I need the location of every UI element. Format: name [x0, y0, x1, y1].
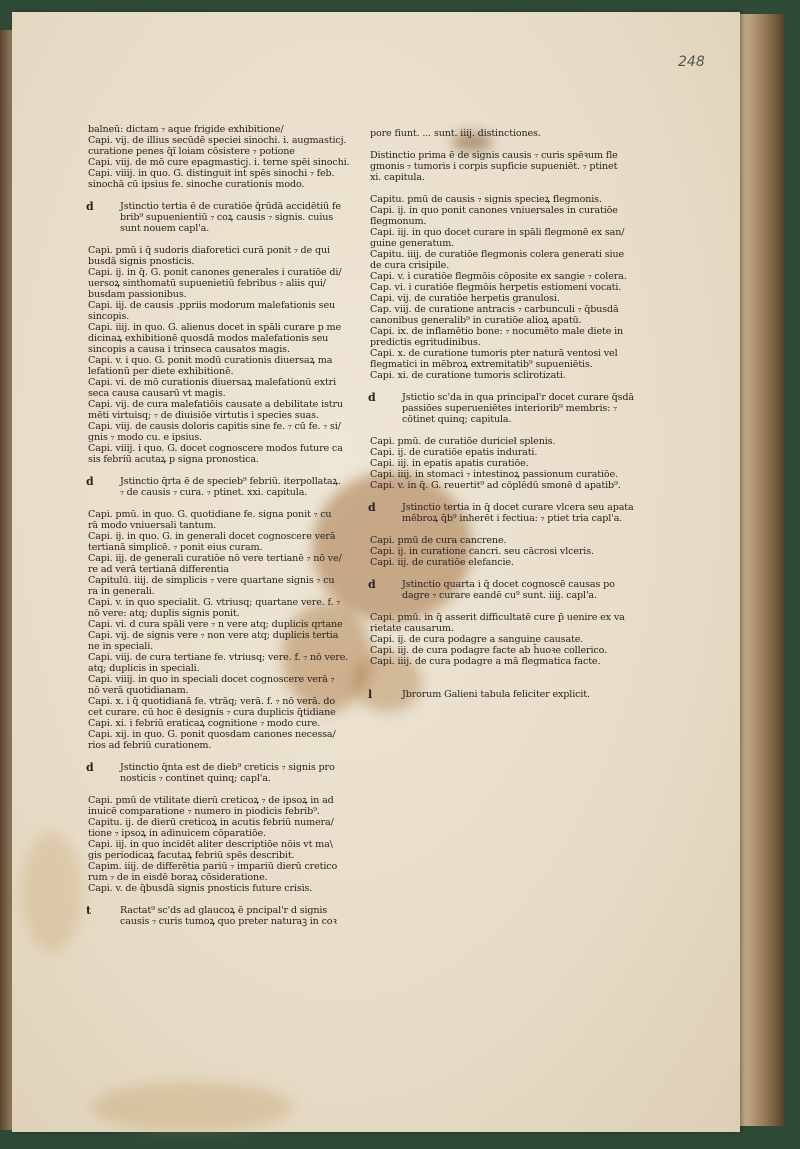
text-line: busdā signis pnosticis.: [88, 256, 195, 267]
text-line: Capi. v. in quo specialit. G. vtriusq; quartane vere. f. ₇: [88, 597, 341, 608]
section-heading: [370, 689, 606, 700]
text-line: guine generatum.: [370, 238, 455, 249]
text-line: gnis ₇ modo cu. e ipsius.: [88, 432, 203, 443]
text-line: Capi. iij. in epatis apatis curatiōe.: [370, 458, 529, 469]
text-line: nō verā quotidianam.: [88, 685, 189, 696]
heading-line: Jstinctio q̄rta ē de specieb⁹ febriū. iterpollataꝝ.: [120, 476, 341, 487]
section-heading: [368, 391, 634, 425]
heading-line: mēbroꝝ q̄b⁹ inherēt i fectiua: ₇ ptiet tria capl'a.: [402, 513, 623, 524]
heading-line: Ractat⁹ sc'ds ad glaucoꝝ ē pncipal'r d signis: [120, 905, 328, 916]
text-line: rum ₇ de in eisdē boraꝝ cōsideratione.: [88, 872, 268, 883]
heading-line: ₇ de causis ₇ cura. ₇ ptinet. xxi. capitula.: [120, 487, 308, 498]
text-line: Capitu. pmū de causis ₇ signis specieꝝ flegmonis.: [370, 194, 602, 205]
spacer: [88, 894, 322, 905]
heading-line: dagre ₇ curare eandē cu⁹ sunt. iiij. capl'a.: [402, 590, 597, 601]
spacer: [88, 234, 322, 245]
text-line: Cap. vi. i curatiōe flegmōis herpetis estiomeni vocati.: [370, 282, 622, 293]
text-line: sinochā cū ipsius fe. sinoche curationis modo.: [88, 179, 305, 190]
spacer: [370, 601, 606, 612]
section-heading: [368, 501, 634, 524]
text-line: flegmatici in mēbroꝝ extremitatib⁹ supueniētis.: [370, 359, 593, 370]
text-line: de cura crisipile.: [370, 260, 450, 271]
text-line: Capi. pmū de cura cancrene.: [370, 535, 507, 546]
text-line: Capi. v. i quo. G. ponit modū curationis diuersaꝝ ma: [88, 355, 333, 366]
spacer: [370, 568, 606, 579]
text-line: tione ₇ ipsoꝝ in adinuicem cōparatiōe.: [88, 828, 266, 839]
heading-line: sunt nouem capl'a.: [120, 223, 210, 234]
text-line: balneū: dictam ₇ aque frigide exhibitione/: [88, 124, 284, 135]
guide-letter: d: [368, 501, 376, 514]
right-text-column: [368, 128, 634, 701]
guide-letter: d: [368, 578, 376, 591]
text-line: Capi. iij. de generali curatiōe nō vere tertianē ₇ nō ve/: [88, 553, 342, 564]
heading-line: Jstinctio quarta i q̄ docet cognoscē causas po: [402, 579, 615, 590]
text-line: Capi. vij. de cura malefatiōis causate a debilitate istru: [88, 399, 343, 410]
text-line: atq; duplicis in speciali.: [88, 663, 200, 674]
heading-line: passiōes superueniētes interiorib⁹ membris: ₇: [402, 403, 617, 414]
spacer: [370, 139, 606, 150]
section-heading: [86, 200, 341, 234]
text-line: Capi. xi. de curatione tumoris sclirotizati.: [370, 370, 566, 381]
text-line: Capi. viij. de cura tertiane fe. vtriusq; vere. f. ₇ nō vere.: [88, 652, 349, 663]
text-line: busdam passionibus.: [88, 289, 187, 300]
text-line: Capi. pmū i q̄ sudoris diaforetici curā ponit ₇ de qui: [88, 245, 330, 256]
text-line: ra in generali.: [88, 586, 155, 597]
text-line: Capi. v. de q̄busdā signis pnosticis future crisis.: [88, 883, 313, 894]
text-line: gis periodicaꝝ facutaꝝ febriū spēs describit.: [88, 850, 295, 861]
spacer: [370, 667, 606, 678]
guide-letter: t: [86, 904, 91, 917]
text-line: Capi. viiij. in quo in speciali docet cognoscere verā ₇: [88, 674, 335, 685]
text-line: Capitulū. iiij. de simplicis ₇ vere quartane signis ₇ cu: [88, 575, 335, 586]
text-line: Capi. vij. de signis vere ₇ non vere atq; duplicis tertia: [88, 630, 339, 641]
section-heading: [86, 761, 335, 784]
text-line: Capi. viij. de causis doloris capitis sine fe. ₇ cū fe. ₇ si/: [88, 421, 341, 432]
text-line: ne in speciali.: [88, 641, 154, 652]
guide-letter: d: [368, 391, 376, 404]
text-line: Capi. vi. d cura spāli vere ₇ n vere atq; duplicis qrtane: [88, 619, 343, 630]
text-line: Capi. vij. de illius secūdē speciei sinochi. i. augmasticj.: [88, 135, 347, 146]
text-line: Cap. viij. de curatione antracis ₇ carbunculi ₇ q̄busdā: [370, 304, 619, 315]
heading-line: Jstinctio tertia in q̄ docet curare vlcera seu apata: [402, 502, 634, 513]
text-line: Capi. ij. in quo. G. in generali docet cognoscere verā: [88, 531, 336, 542]
text-line: flegmonum.: [370, 216, 427, 227]
guide-letter: d: [86, 200, 94, 213]
text-line: Capi. pmū. in quo. G. quotidiane fe. signa ponit ₇ cu: [88, 509, 332, 520]
text-line: Capi. iiij. de cura podagre a mā flegmatica facte.: [370, 656, 601, 667]
spacer: [88, 784, 322, 795]
text-line: Capi. viiij. in quo. G. distinguit int̄ spēs sinochi ₇ feb.: [88, 168, 335, 179]
text-line: Capi. pmū. de curatiōe duricieł splenis.: [370, 436, 556, 447]
spacer: [370, 425, 606, 436]
spacer: [370, 183, 606, 194]
text-line: Capi. iij. de curatiōe elefancie.: [370, 557, 514, 568]
text-line: Capi. v. in q̄. G. reuertit⁹ ad cōplēdū smonē d apatib⁹.: [370, 480, 621, 491]
spacer: [88, 190, 322, 201]
text-line: sincopis.: [88, 311, 130, 322]
text-line: dicinaꝝ exhibitionē quosdā modos malefationis seu: [88, 333, 329, 344]
heading-line: Jbrorum Galieni tabula feliciter explicit.: [402, 689, 590, 700]
text-line: Capi. ix. de inflamētio bone: ₇ nocumēto male diete in: [370, 326, 624, 337]
spacer: [88, 751, 322, 762]
text-line: Capi. iij. de cura podagre facte ab h̄uoꝛe collerico.: [370, 645, 607, 656]
text-line: rietate causarum.: [370, 623, 454, 634]
text-line: Capim. iiij. de differētia pariū ₇ impariū dierū cretico: [88, 861, 338, 872]
heading-line: cōtinet quinq; capitula.: [402, 414, 512, 425]
text-line: Capi. ij. in curatione cancri. seu cācrosi vlceris.: [370, 546, 594, 557]
text-line: tertianā simplicē. ₇ ponit eius curam.: [88, 542, 263, 553]
text-line: inuicē comparatione ₇ numero in piodicis febrib⁹.: [88, 806, 320, 817]
text-line: rā modo vniuersali tantum.: [88, 520, 217, 531]
text-line: pore fiunt. ... sunt. iiij. distinctiones.: [370, 128, 541, 139]
text-line: Capi. iij. in quo docet curare in spāli flegmonē ex san/: [370, 227, 625, 238]
text-line: Capi. x. i q̄ quotidianā fe. vtrāq; verā. f. ₇ nō verā. do: [88, 696, 335, 707]
spacer: [370, 678, 606, 689]
heading-line: brib⁹ supuenientiū ₇ coꝝ causis ₇ signis. cuius: [120, 212, 334, 223]
text-line: lefationū per diete exhibitionē.: [88, 366, 234, 377]
heading-line: Jstinctio tertia ē de curatiōe q̄rūdā accidētiū fe: [120, 201, 341, 212]
text-line: gmonis ₇ tumoris i corpis supficie supueniēt. ₇ ptinet: [370, 161, 618, 172]
text-line: seca causa causarū vt magis.: [88, 388, 226, 399]
spacer: [88, 498, 322, 509]
text-line: Capi. pmū. in q̄ asserit difficultatē cure p̄ uenire ex va: [370, 612, 625, 623]
guide-letter: l: [368, 688, 373, 701]
text-line: Capi. xij. in quo. G. ponit quosdam canones necessa/: [88, 729, 336, 740]
section-heading: [86, 904, 337, 927]
text-line: Distinctio prima ē de signis causis ₇ curis spēꝛum fle: [370, 150, 618, 161]
text-line: sincopis a causa i trinseca causatos magis.: [88, 344, 290, 355]
text-line: Capi. iiij. in stomaci ₇ intestinoꝝ passionum curatiōe.: [370, 469, 618, 480]
text-line: nō vere: atq; duplis signis ponit.: [88, 608, 240, 619]
heading-line: Jstictio sc'da in qua principal'r docet curare q̄sdā: [402, 392, 634, 403]
text-line: Capi. ij. de curatiōe epatis indurati.: [370, 447, 538, 458]
text-line: Capi. v. i curatiōe flegmōis cōposite ex sangie ₇ colera.: [370, 271, 627, 282]
spacer: [370, 524, 606, 535]
text-line: predictis egritudinibus.: [370, 337, 481, 348]
text-line: mēti virtuisq; ₇ de diuisiōe virtutis i species suas.: [88, 410, 319, 421]
guide-letter: d: [86, 761, 94, 774]
section-heading: [368, 578, 615, 601]
heading-line: Jstinctio q̄nta est de dieb⁹ creticis ₇ signis pro: [120, 762, 335, 773]
stain-bottom: [92, 1082, 292, 1132]
text-line: Capitu. iiij. de curatiōe flegmonis colera generati siue: [370, 249, 625, 260]
text-line: cet curare. cū hoc ē designis ₇ cura duplicis q̄tidiane: [88, 707, 336, 718]
text-line: sis febriū acutaꝝ p signa pronostica.: [88, 454, 259, 465]
text-line: canonibus generalib⁹ in curatiōe alioꝝ apatū.: [370, 315, 582, 326]
spacer: [370, 491, 606, 502]
section-heading: [86, 475, 341, 498]
text-line: Capi. vi. de mō curationis diuersaꝝ malefationū extri: [88, 377, 337, 388]
text-line: Capitu. ij. de dierū creticoꝝ in acutis febriū numera/: [88, 817, 334, 828]
stain-left: [22, 832, 82, 952]
text-line: Capi. ij. de cura podagre a sanguine causate.: [370, 634, 584, 645]
guide-letter: d: [86, 475, 94, 488]
left-text-column: [86, 124, 350, 927]
folio-number: 248: [678, 54, 705, 70]
text-line: Capi. pmū de vtilitate dierū creticoꝝ ₇ de ipsoꝝ in ad: [88, 795, 334, 806]
text-line: uersoꝝ sinthomatū supuenietiū febribus ₇ aliis qui/: [88, 278, 326, 289]
text-line: Capi. iij. in quo incidēt aliter descriptiōe nōis vt ma\: [88, 839, 333, 850]
heading-line: nosticis ₇ continet quinq; capl'a.: [120, 773, 271, 784]
text-line: curatione penes q̄ï loiam cōsistere ₇ potione: [88, 146, 295, 157]
spacer: [88, 465, 322, 476]
text-line: Capi. viiij. i quo. G. docet cognoscere modos future ca: [88, 443, 343, 454]
text-line: re ad verā tertianā differentia: [88, 564, 229, 575]
text-line: Capi. ij. in q̄. G. ponit canones generales i curatiōe di/: [88, 267, 342, 278]
text-line: Capi. iij. de causis .ppriis modorum malefationis seu: [88, 300, 335, 311]
text-line: Capi. viij. de mō cure epagmasticj. i. terne spēi sinochi.: [88, 157, 350, 168]
spacer: [370, 381, 606, 392]
text-line: rios ad febriū curationem.: [88, 740, 212, 751]
text-line: Capi. iiij. in quo. G. alienus docet in spāli curare p me: [88, 322, 341, 333]
text-line: xi. capitula.: [370, 172, 425, 183]
text-line: Capi. vij. de curatiōe herpetis granulosi.: [370, 293, 560, 304]
heading-line: causis ₇ curis tumoꝝ quo preter naturaꝫ in coꝛ: [120, 916, 337, 927]
text-line: Capi. x. de curatione tumoris pter naturā ventosi vel: [370, 348, 618, 359]
text-line: Capi. ij. in quo ponit canones vniuersales in curatiōe: [370, 205, 618, 216]
text-line: Capi. xi. i febriū eraticaꝝ cognitione ₇ modo cure.: [88, 718, 321, 729]
